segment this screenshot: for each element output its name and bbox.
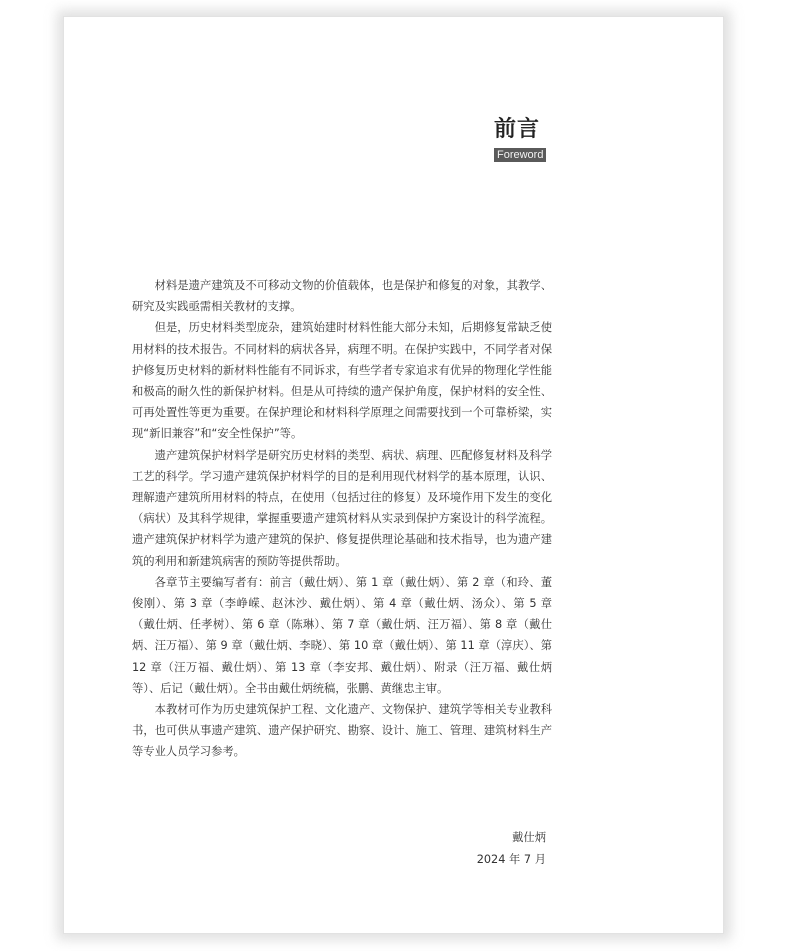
page-subtitle-badge: Foreword: [494, 148, 546, 162]
signature-author: 戴仕炳: [512, 831, 546, 844]
paragraph-3: 遗产建筑保护材料学是研究历史材料的类型、病状、病理、匹配修复材料及科学工艺的科学。学习遗产建筑保护材料学的目的是利用现代材料学的基本原理，认识、理解遗产建筑所用材料的特点，在使用（包括过往的修复）及环境作用下发生的变化（病状）及其科学规律，掌握重要遗产建筑材料从实录到保护方案设计的科学流程。遗产建筑保护材料学为遗产建筑的保护、修复提供理论基础和技术指导，也为遗产建筑的利用和新建筑病害的预防等提供帮助。: [132, 448, 552, 568]
page-title: 前言: [494, 117, 541, 142]
heading-block: [494, 117, 554, 162]
paragraph-5: 本教材可作为历史建筑保护工程、文化遗产、文物保护、建筑学等相关专业教科书，也可供从事遗产建筑、遗产保护研究、勘察、设计、施工、管理、建筑材料生产等专业人员学习参考。: [132, 703, 552, 759]
signature-block: [477, 827, 546, 871]
body-text: [132, 275, 552, 763]
paragraph-4: 各章节主要编写者有：前言（戴仕炳）、第 1 章（戴仕炳）、第 2 章（和玲、董俊刚）、第 3 章（李峥嵘、赵沐沙、戴仕炳）、第 4 章（戴仕炳、汤众）、第 5 章（戴仕炳、任孝树）、第 6 章（陈琳）、第 7 章（戴仕炳、汪万福）、第 8 章（戴仕炳、汪万福）、第 9 章（戴仕炳、李晓）、第 10 章（戴仕炳）、第 11 章（淳庆）、第 12 章（汪万福、戴仕炳）、第 13 章（李安邦、戴仕炳）、附录（汪万福、戴仕炳等）、后记（戴仕炳）。全书由戴仕炳统稿，张鹏、黄继忠主审。: [132, 575, 552, 695]
signature-date: 2024 年 7 月: [476, 853, 546, 866]
paragraph-2: 但是，历史材料类型庞杂，建筑始建时材料性能大部分未知，后期修复常缺乏使用材料的技术报告。不同材料的病状各异，病理不明。在保护实践中，不同学者对保护修复历史材料的新材料性能有不同诉求，有些学者专家追求有优异的物理化学性能和极高的耐久性的新保护材料。但是从可持续的遗产保护角度，保护材料的安全性、可再处置性等更为重要。在保护理论和材料科学原理之间需要找到一个可靠桥梁，实现“新旧兼容”和“安全性保护”等。: [132, 321, 552, 441]
paragraph-1: 材料是遗产建筑及不可移动文物的价值载体，也是保护和修复的对象，其教学、研究及实践亟需相关教材的支撑。: [132, 279, 552, 314]
document-page: [63, 16, 724, 934]
